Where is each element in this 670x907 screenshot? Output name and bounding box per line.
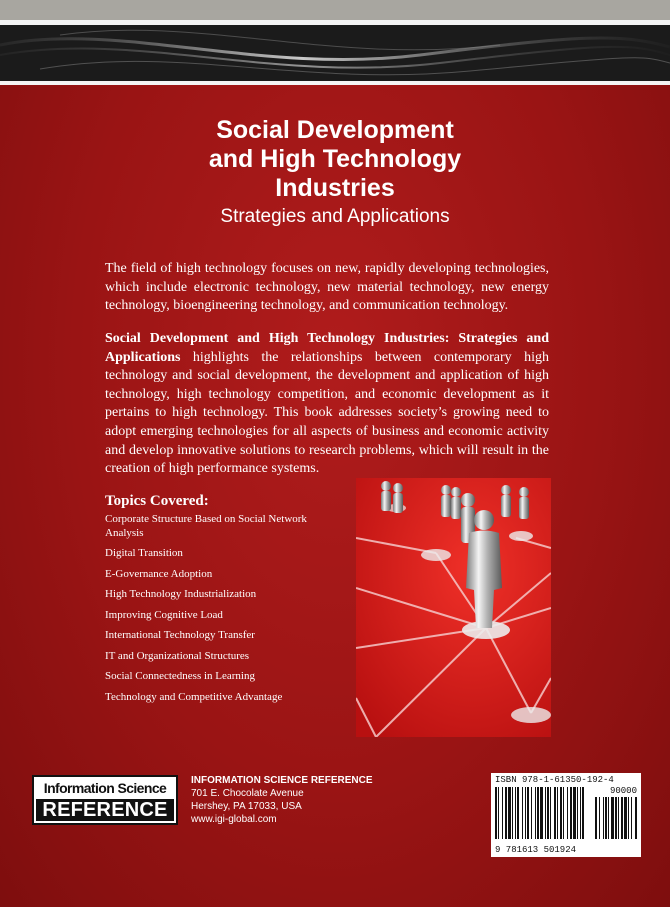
barcode-bars	[495, 787, 637, 845]
barcode-number: 9 781613 501924	[495, 845, 577, 855]
topic-item: International Technology Transfer	[105, 629, 255, 641]
network-figures-photo	[356, 478, 551, 737]
publisher-city: Hershey, PA 17033, USA	[191, 801, 302, 812]
book-title	[0, 116, 670, 203]
logo-text-bottom: REFERENCE	[36, 799, 174, 821]
topic-item: High Technology Industrialization	[105, 588, 257, 600]
book-subtitle: Strategies and Applications	[220, 206, 450, 227]
topic-item: IT and Organizational Structures	[105, 649, 250, 662]
logo-text-top: Information Science	[43, 780, 167, 796]
title-line: Social Development	[216, 116, 454, 144]
publisher-website: www.igi-global.com	[191, 814, 277, 825]
band-white-line	[0, 81, 670, 85]
topic-item: Corporate Structure Based on Social Network Analysis	[105, 513, 307, 539]
top-gray-strip	[0, 0, 670, 20]
publisher-address	[191, 774, 373, 826]
topic-item: Improving Cognitive Load	[105, 608, 223, 621]
topic-item: Digital Transition	[105, 547, 183, 559]
description-text: highlights the relationships between contemporary high technology and social development, the development and application of high technology, high technology competition, and economic development as it pertains to high technology. This book addresses society’s growing need to adopt emerging technologies for all aspects of business and economic activity and develop innovative solutions to research problems, which will result in the creation of high performance systems.	[105, 349, 549, 477]
description-paragraph-2	[105, 330, 549, 479]
network-figures-illustration	[356, 478, 551, 737]
price-code: 90000	[609, 786, 637, 796]
isbn-text: ISBN 978-1-61350-192-4	[495, 775, 614, 785]
topic-item: E-Governance Adoption	[105, 567, 213, 580]
title-line: Industries	[275, 174, 395, 202]
description-paragraph-1: The field of high technology focuses on new, rapidly developing technologies, which include electronic technology, new material technology, new energy technology, bioengineering technology, and communication technology.	[105, 261, 549, 314]
swoosh-graphic	[0, 25, 670, 81]
publisher-street: 701 E. Chocolate Avenue	[191, 788, 304, 799]
title-line: and High Technology	[208, 145, 462, 173]
topics-heading: Topics Covered:	[105, 493, 209, 509]
top-dark-band	[0, 25, 670, 81]
book-title-inline: Social Development and High Technology Industries: Strategies and Applications	[105, 331, 549, 365]
topic-item: Technology and Competitive Advantage	[105, 690, 283, 703]
publisher-logo	[32, 775, 178, 825]
topic-item: Social Connectedness in Learning	[105, 670, 255, 682]
publisher-name: INFORMATION SCIENCE REFERENCE	[191, 775, 373, 786]
topics-list	[105, 513, 345, 711]
isbn-barcode	[491, 773, 641, 857]
